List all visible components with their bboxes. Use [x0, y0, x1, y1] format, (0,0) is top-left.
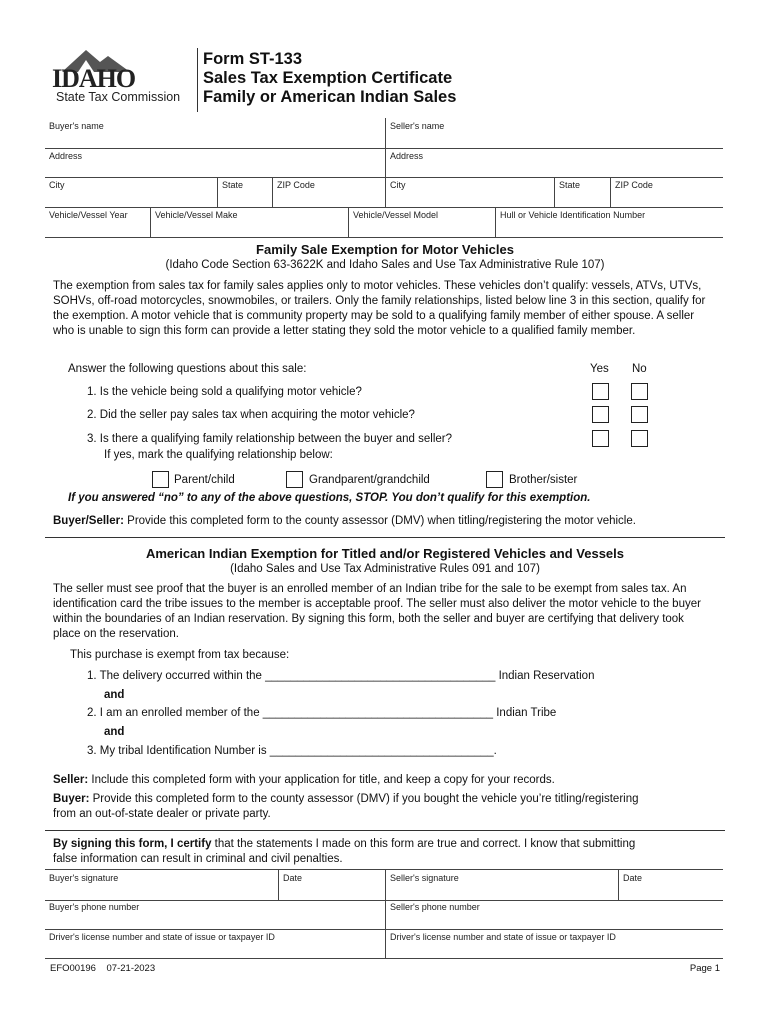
buyer-license-field[interactable]: Driver's license number and state of issue or taxpayer ID: [49, 932, 275, 942]
exempt-item-2: 2. I am an enrolled member of the ____________________________________ Indian Tribe: [87, 707, 557, 719]
vehicle-make-field[interactable]: Vehicle/Vessel Make: [150, 207, 349, 237]
q3-yes-checkbox[interactable]: [592, 430, 609, 447]
logo-wordmark: IDAHO: [52, 64, 136, 93]
q2-yes-checkbox[interactable]: [592, 406, 609, 423]
question-2: 2. Did the seller pay sales tax when acquiring the motor vehicle?: [87, 409, 415, 421]
no-header: No: [632, 363, 647, 375]
and-2: and: [104, 726, 125, 738]
yes-header: Yes: [590, 363, 609, 375]
signature-row: [45, 869, 723, 901]
family-section-title: Family Sale Exemption for Motor Vehicles: [256, 242, 514, 257]
exempt-prompt: This purchase is exempt from tax because:: [70, 649, 290, 661]
buyers-name-field[interactable]: Buyer's name: [49, 121, 104, 131]
grandparent-label: Grandparent/grandchild: [309, 474, 430, 486]
parent-child-checkbox[interactable]: [152, 471, 169, 488]
buyer-address-field[interactable]: Address: [49, 151, 83, 161]
exempt-item-3: 3. My tribal Identification Number is ___________________________________.: [87, 745, 497, 757]
seller-phone-field[interactable]: Seller's phone number: [385, 899, 723, 929]
question-3: 3. Is there a qualifying family relationship between the buyer and seller?: [87, 433, 453, 445]
seller-instruction: Seller: Include this completed form with your application for title, and keep a copy for your records.: [53, 774, 555, 786]
vehicle-model-field[interactable]: Vehicle/Vessel Model: [348, 207, 496, 237]
vehicle-row: [45, 207, 723, 238]
name-row: [45, 118, 723, 149]
family-intro: The exemption from sales tax for family sales applies only to motor vehicles. These vehicles don’t qualify: vessels, ATVs, UTVs, SOHVs, off-road motorcycles, snowmobiles, or trailers. Only the family relationships, listed below line 3 in this section, qualify for the exemption. A motor vehicle that is community property may be sold to a qualifying family member of either spouse. A seller who is unable to sign this form can provide a letter stating they sold the motor vehicle to a qualified family member.: [53, 280, 706, 337]
brother-sister-checkbox[interactable]: [486, 471, 503, 488]
form-number: Form ST-133: [203, 50, 303, 68]
indian-section-title: American Indian Exemption for Titled and/or Registered Vehicles and Vessels: [145, 546, 625, 561]
parent-child-label: Parent/child: [174, 474, 235, 486]
form-subtitle: Family or American Indian Sales: [203, 88, 457, 106]
family-section-subtitle: (Idaho Code Section 63-3622K and Idaho Sales and Use Tax Administrative Rule 107): [165, 259, 605, 271]
buyer-phone-field[interactable]: Buyer's phone number: [49, 902, 140, 912]
section-divider: [45, 537, 725, 538]
sellers-name-field[interactable]: Seller's name: [385, 118, 723, 148]
buyer-state-field[interactable]: State: [217, 177, 273, 207]
stop-notice: If you answered “no” to any of the above questions, STOP. You don’t qualify for this exemption.: [68, 492, 591, 504]
and-1: and: [104, 689, 125, 701]
q1-no-checkbox[interactable]: [631, 383, 648, 400]
seller-signature-field[interactable]: Seller's signature: [385, 870, 619, 900]
exempt-item-1: 1. The delivery occurred within the ____________________________________ Indian Reservation: [87, 670, 595, 682]
indian-section-subtitle: (Idaho Sales and Use Tax Administrative Rules 091 and 107): [230, 563, 540, 575]
form-title: Sales Tax Exemption Certificate: [203, 69, 453, 87]
buyer-instruction: Buyer: Provide this completed form to the county assessor (DMV) if you bought the vehicle you’re titling/registering: [53, 793, 639, 805]
hull-vin-field[interactable]: Hull or Vehicle Identification Number: [495, 207, 723, 237]
certification-statement-cont: false information can result in criminal and civil penalties.: [53, 853, 343, 865]
q3-no-checkbox[interactable]: [631, 430, 648, 447]
seller-address-field[interactable]: Address: [385, 148, 723, 177]
q1-yes-checkbox[interactable]: [592, 383, 609, 400]
header-divider: [197, 48, 198, 112]
page-number: Page 1: [689, 963, 720, 974]
indian-intro: The seller must see proof that the buyer is an enrolled member of an Indian tribe for the sale to be exempt from sales tax. An identification card the tribe issues to the member is acceptable proof. The seller must also deliver the motor vehicle to the buyer within the boundaries of an Indian reservation. By signing this form, both the seller and buyer are certifying that delivery took place on the reservation.: [53, 583, 701, 640]
question-3-sub: If yes, mark the qualifying relationship below:: [104, 449, 333, 461]
idaho-logo: [48, 46, 198, 108]
phone-row: [45, 899, 723, 930]
answer-prompt: Answer the following questions about this sale:: [68, 363, 307, 375]
buyer-city-field[interactable]: City: [49, 180, 65, 190]
buyer-instruction-cont: from an out-of-state dealer or private party.: [53, 808, 271, 820]
q2-no-checkbox[interactable]: [631, 406, 648, 423]
brother-sister-label: Brother/sister: [509, 474, 578, 486]
grandparent-checkbox[interactable]: [286, 471, 303, 488]
city-row: [45, 177, 723, 208]
vehicle-year-field[interactable]: Vehicle/Vessel Year: [49, 210, 128, 220]
license-row: [45, 929, 723, 959]
seller-state-field[interactable]: State: [554, 177, 611, 207]
buyer-date-field[interactable]: Date: [278, 870, 386, 900]
certify-divider: [45, 830, 725, 831]
question-1: 1. Is the vehicle being sold a qualifying motor vehicle?: [87, 386, 362, 398]
buyer-zip-field[interactable]: ZIP Code: [272, 177, 386, 207]
seller-license-field[interactable]: Driver's license number and state of issue or taxpayer ID: [385, 929, 723, 958]
seller-city-field[interactable]: City: [385, 177, 555, 207]
buyer-seller-instruction: Buyer/Seller: Provide this completed form to the county assessor (DMV) when titling/registering the motor vehicle.: [53, 515, 636, 527]
buyer-signature-field[interactable]: Buyer's signature: [49, 873, 119, 883]
form-code: EFO00196 07-21-2023: [50, 963, 156, 974]
agency-name: State Tax Commission: [56, 90, 181, 104]
form-title-block: [203, 50, 456, 107]
seller-zip-field[interactable]: ZIP Code: [610, 177, 723, 207]
certification-statement: By signing this form, I certify that the statements I made on this form are true and correct. I know that submitting: [53, 838, 636, 850]
seller-date-field[interactable]: Date: [618, 870, 723, 900]
address-row: [45, 148, 723, 178]
